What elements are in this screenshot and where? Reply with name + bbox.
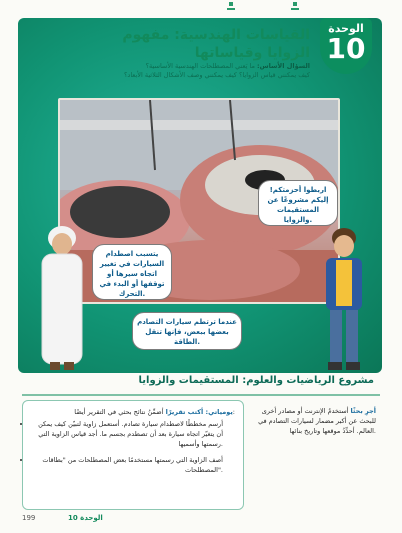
project-header (22, 372, 380, 396)
page-title: القياسات الهندسية: مفهوم الزوايا وقياساتها (122, 27, 310, 61)
essential-question-2: كيف يمكنني قياس الزوايا؟ كيف يمكنني وصف الأشكال الثلاثية الأبعاد؟ (123, 71, 310, 79)
footer-unit: الوحدة 10 (68, 514, 103, 522)
journal-bullet-1: • أرسم مخططًا لاصطدام سيارة تصادم. أستعمل زاوية لتبيّن كيف يمكن أن يتغيّر اتجاه سيارة بعد أن تصطدم بجسم ما. أجد قياس الزاوية التي رسمتها وأسميها. (31, 419, 223, 449)
journal-list (31, 419, 223, 475)
page-number: 199 (22, 514, 36, 522)
journal-bullet-2: • أصف الزاوية التي رسمتها مستخدمًا بعض المصطلحات من "بطاقات المصطلحات". (31, 455, 223, 475)
unit-badge (320, 18, 372, 74)
unit-label: الوحدة (328, 22, 364, 35)
journal-text: أضمِّنُ نتائج بحثي في التقرير أيضًا: (74, 408, 235, 416)
unit-number: 10 (326, 32, 366, 65)
page-footer (22, 514, 380, 526)
project-heading: مشروع الرياضيات والعلوم: المستقيمات والزوايا (138, 375, 374, 386)
journal-box (22, 400, 244, 510)
essential-question-label: السؤال الأساس: (257, 62, 310, 70)
research-text: أستخدمُ الإنترنت أو مصادر أخرى للبحث عن أكبر مضمار لسيارات التصادم في العالم. أحدِّدُ موقعها وتاريخ بنائها. (258, 407, 376, 435)
speech-bubble-boy: اربطوا أحزمتكم! إليكم مشروعًا عن المستقيمات والزوايا. (258, 180, 338, 226)
boy-character (320, 224, 368, 378)
unit-header (20, 4, 380, 82)
research-box (254, 400, 380, 510)
project-section (22, 372, 380, 512)
journal-lead: يومياتي: أكتب تقريرًا (165, 408, 233, 416)
essential-question (40, 62, 310, 80)
essential-question-text: ما يَعني المصطلحات الهندسية الأساسية؟ (145, 62, 255, 70)
man-character (36, 224, 88, 378)
speech-bubble-man-2: عندما ترتطم سيارات التصادم بعضها ببعض، فإنها تنقل الطاقة. (132, 312, 242, 350)
research-lead: أجرِ بحثًا (350, 407, 376, 415)
speech-bubble-man-1: يتسبب اصطدام السيارات في تغيير اتجاه سيرها أو توقفها أو البدء في التحرك. (92, 244, 172, 300)
